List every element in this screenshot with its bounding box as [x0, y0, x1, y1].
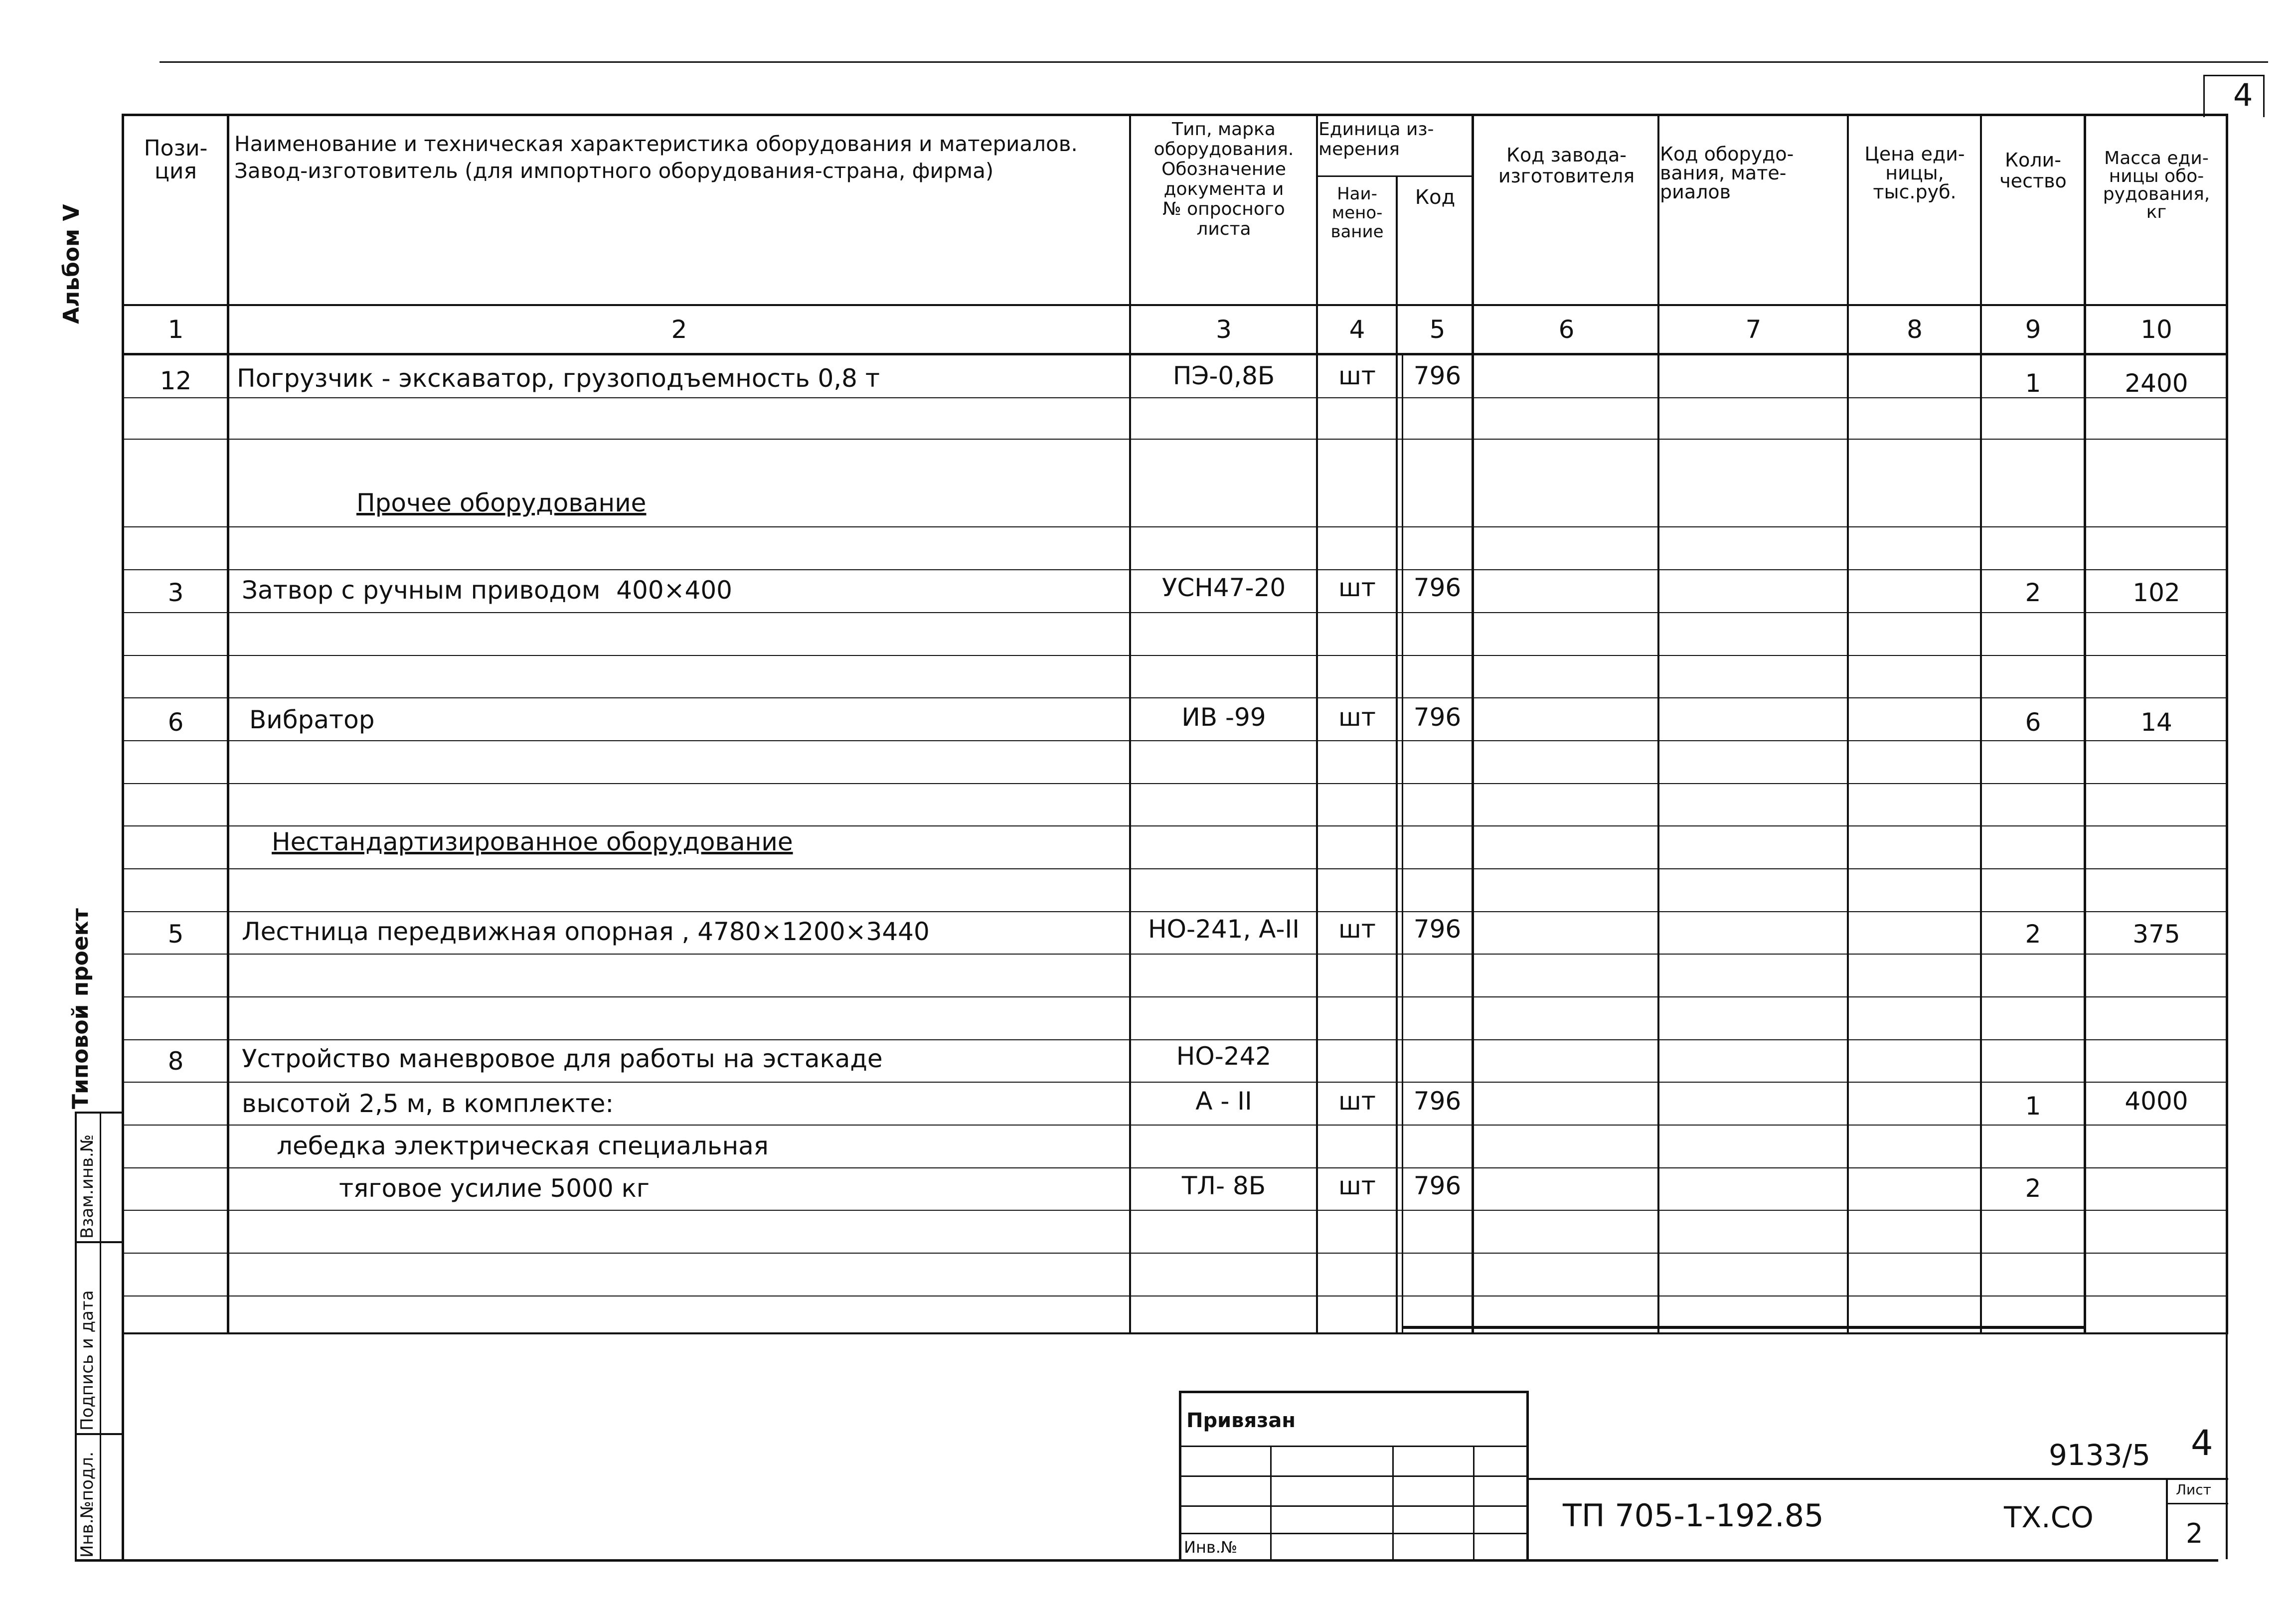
cell-code: 796	[1413, 703, 1462, 732]
cell-unit: шт	[1338, 703, 1376, 732]
col-number: 7	[1745, 315, 1762, 344]
tb-row-line	[1179, 1505, 1528, 1507]
tb-inv-label: Инв.№	[1184, 1538, 1238, 1557]
row-line	[122, 783, 2228, 784]
cell-unit: шт	[1338, 1171, 1376, 1200]
tb-main-top	[1528, 1478, 2228, 1480]
header-price: Цена еди- ницы, тыс.руб.	[1864, 143, 1965, 203]
col-number: 2	[671, 315, 687, 344]
section-heading-nonstandard: Нестандартизированное оборудование	[272, 827, 793, 856]
row-line	[122, 868, 2228, 869]
cell-mass: 375	[2132, 920, 2180, 949]
row-line	[122, 1039, 2228, 1040]
heavy-frame-bottom	[1402, 1326, 2086, 1329]
cell-qty: 2	[2025, 578, 2041, 607]
cell-name: Затвор с ручным приводом 400×400	[242, 576, 732, 605]
section-code: ТХ.СО	[2004, 1500, 2094, 1534]
outer-frame-bottom	[75, 1559, 2218, 1562]
stamp-divider-2	[75, 1433, 123, 1435]
row-line	[122, 1295, 2228, 1296]
header-unit-name: Наи- мено- вание	[1330, 184, 1384, 242]
row-line	[122, 612, 2228, 613]
cell-pos: 3	[167, 578, 184, 607]
tb-sheet-box-left	[2166, 1478, 2168, 1560]
cell-pos: 12	[160, 366, 192, 395]
section-heading-other: Прочее оборудование	[356, 488, 647, 517]
tb-tied-line	[1179, 1446, 1528, 1447]
cell-mass: 14	[2140, 708, 2172, 737]
outer-frame-left	[122, 115, 124, 1560]
album-label: Альбом V	[59, 204, 84, 324]
col-number: 4	[1349, 315, 1365, 344]
unit-subheader-line	[1316, 175, 1473, 177]
cell-qty: 1	[2025, 1092, 2041, 1121]
row-line	[122, 1125, 2228, 1126]
row-line	[122, 439, 2228, 440]
tb-col-line	[1392, 1446, 1394, 1560]
col-line-unit-name	[1396, 175, 1398, 1333]
header-equip-code: Код оборудо- вания, мате- риалов	[1660, 143, 1794, 203]
page-number: 4	[2191, 1423, 2213, 1463]
cell-name: тяговое усилие 5000 кг	[339, 1174, 650, 1203]
cell-name: лебедка электрическая специальная	[277, 1132, 769, 1160]
tb-sheet-box-mid	[2166, 1503, 2228, 1504]
header-mass: Масса еди- ницы обо- рудования, кг	[2103, 148, 2210, 222]
col-line-equip-code	[1847, 114, 1849, 1333]
tb-col-line	[1473, 1446, 1475, 1560]
cell-type: А - II	[1195, 1087, 1252, 1116]
cell-unit: шт	[1338, 573, 1376, 602]
header-unit: Единица из- мерения	[1318, 119, 1434, 160]
cell-qty: 2	[2025, 920, 2041, 949]
stamp-signature-date: Подпись и дата	[77, 1290, 97, 1431]
cell-type: УСН47-20	[1161, 573, 1286, 602]
stamp-divider-1	[75, 1241, 123, 1243]
typical-project-label: Типовой проект	[68, 908, 93, 1109]
sheet-number: 2	[2186, 1518, 2203, 1549]
row-line	[122, 1082, 2228, 1083]
cell-name: Лестница передвижная опорная , 4780×1200×3440	[242, 917, 930, 946]
sheet-corner-number: 4	[2233, 77, 2253, 113]
col-line-name	[1129, 114, 1131, 1333]
tb-row-line	[1179, 1475, 1528, 1477]
cell-code: 796	[1413, 573, 1462, 602]
cell-name: Погрузчик - экскаватор, грузоподъемность 0,8 т	[237, 364, 880, 393]
col-number: 1	[167, 315, 184, 344]
cell-type: ТЛ- 8Б	[1181, 1171, 1266, 1200]
col-line-type	[1316, 114, 1318, 1333]
tb-frame-top	[1179, 1391, 1528, 1393]
header-name: Наименование и техническая характеристика оборудования и материалов. Завод-изготовитель (для импортного оборудования-страна, фирма)	[234, 132, 1078, 183]
cell-code: 796	[1413, 1171, 1462, 1200]
header-position: Пози- ция	[144, 136, 208, 184]
cell-name: Устройство маневровое для работы на эстакаде	[242, 1044, 883, 1073]
col-number: 10	[2140, 315, 2172, 344]
cell-code: 796	[1413, 361, 1462, 390]
stamp-inv-no: Инв.№подл.	[77, 1452, 97, 1558]
cell-mass: 2400	[2125, 369, 2188, 398]
header-factory-code: Код завода- изготовителя	[1498, 144, 1635, 187]
row-line	[122, 1210, 2228, 1211]
cell-code: 796	[1413, 1087, 1462, 1116]
cell-name: Вибратор	[249, 705, 375, 734]
cell-mass: 4000	[2125, 1087, 2188, 1116]
col-line-pos	[227, 114, 229, 1333]
stamp-strip-top	[75, 1112, 123, 1114]
row-line	[122, 1167, 2228, 1168]
row-line	[122, 526, 2228, 527]
col-number: 9	[2025, 315, 2041, 344]
table-top-line	[122, 114, 2228, 116]
header-type: Тип, марка оборудования. Обозначение документа и № опросного листа	[1153, 119, 1294, 239]
row-line	[122, 911, 2228, 912]
stamp-replace-inv: Взам.инв.№	[77, 1134, 97, 1239]
cell-unit: шт	[1338, 1087, 1376, 1116]
row-line	[122, 397, 2228, 398]
row-line	[122, 697, 2228, 698]
corner-box-left	[2203, 75, 2205, 117]
row-line	[122, 569, 2228, 570]
cell-pos: 8	[167, 1047, 184, 1076]
cell-qty: 2	[2025, 1174, 2041, 1203]
tb-tied-label: Привязан	[1186, 1409, 1296, 1432]
colnum-bottom-line	[122, 353, 2228, 355]
col-number: 8	[1907, 315, 1923, 344]
col-number: 6	[1558, 315, 1575, 344]
tb-col-line	[1270, 1446, 1272, 1560]
cell-type: НО-241, А-II	[1148, 915, 1300, 944]
table-bottom-line	[122, 1332, 2228, 1334]
doc-code: ТП 705-1-192.85	[1563, 1497, 1824, 1534]
archive-number: 9133/5	[2049, 1438, 2151, 1472]
col-line-factory-code	[1657, 114, 1659, 1333]
stamp-strip-mid	[100, 1112, 101, 1560]
row-line	[122, 740, 2228, 741]
cell-unit: шт	[1338, 915, 1376, 944]
col-number: 3	[1216, 315, 1232, 344]
cell-pos: 5	[167, 920, 184, 949]
cell-name: высотой 2,5 м, в комплекте:	[242, 1089, 614, 1118]
header-unit-code: Код	[1415, 186, 1456, 209]
cell-mass: 102	[2132, 578, 2180, 607]
cell-type: НО-242	[1176, 1042, 1272, 1071]
cell-unit: шт	[1338, 361, 1376, 390]
cell-type: ПЭ-0,8Б	[1172, 361, 1275, 390]
header-qty: Коли- чество	[1999, 149, 2067, 192]
cell-qty: 6	[2025, 708, 2041, 737]
col-line-unit-code	[1472, 114, 1474, 1333]
col-number: 5	[1429, 315, 1446, 344]
header-bottom-line	[122, 304, 2228, 306]
cell-qty: 1	[2025, 369, 2041, 398]
cell-pos: 6	[167, 708, 184, 737]
row-line	[122, 996, 2228, 997]
row-line	[122, 1253, 2228, 1254]
top-border-line	[160, 61, 2268, 63]
row-line	[122, 655, 2228, 656]
sheet-label: Лист	[2176, 1481, 2211, 1498]
cell-type: ИВ -99	[1181, 703, 1266, 732]
cell-code: 796	[1413, 915, 1462, 944]
row-line	[122, 825, 2228, 826]
corner-box-right	[2263, 75, 2265, 117]
stamp-strip-left	[75, 1112, 77, 1560]
corner-box-top	[2203, 75, 2265, 76]
row-line	[122, 954, 2228, 955]
tb-row-line	[1179, 1533, 1528, 1534]
